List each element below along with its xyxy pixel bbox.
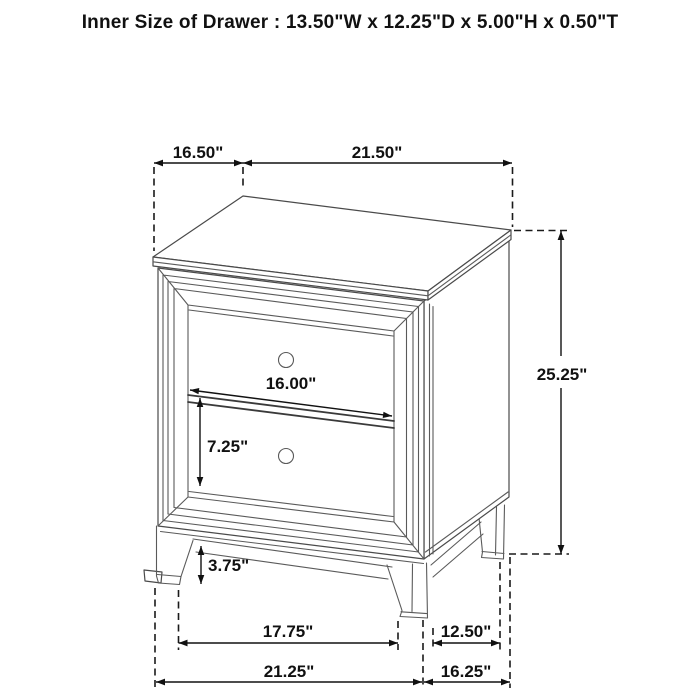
dim-label-leg-height: 3.75"	[208, 556, 250, 575]
dim-label-top-depth: 16.50"	[172, 143, 224, 162]
dim-label-top-width: 21.50"	[351, 143, 403, 162]
dim-label-base-width: 21.25"	[263, 662, 315, 681]
dim-label-front-leg-span: 17.75"	[262, 622, 314, 641]
front-right-leg	[387, 563, 428, 618]
diagram-title: Inner Size of Drawer : 13.50"W x 12.25"D x 5.00"H x 0.50"T	[81, 12, 619, 33]
dim-label-side-leg-span: 12.50"	[440, 622, 492, 641]
dim-label-drawer-face-width: 16.00"	[265, 374, 317, 393]
dim-label-overall-height: 25.25"	[536, 365, 588, 384]
dim-label-bottom-drawer-face-height: 7.25"	[207, 437, 249, 456]
rear-left-foot	[144, 570, 162, 583]
dim-label-base-depth: 16.25"	[440, 662, 492, 681]
